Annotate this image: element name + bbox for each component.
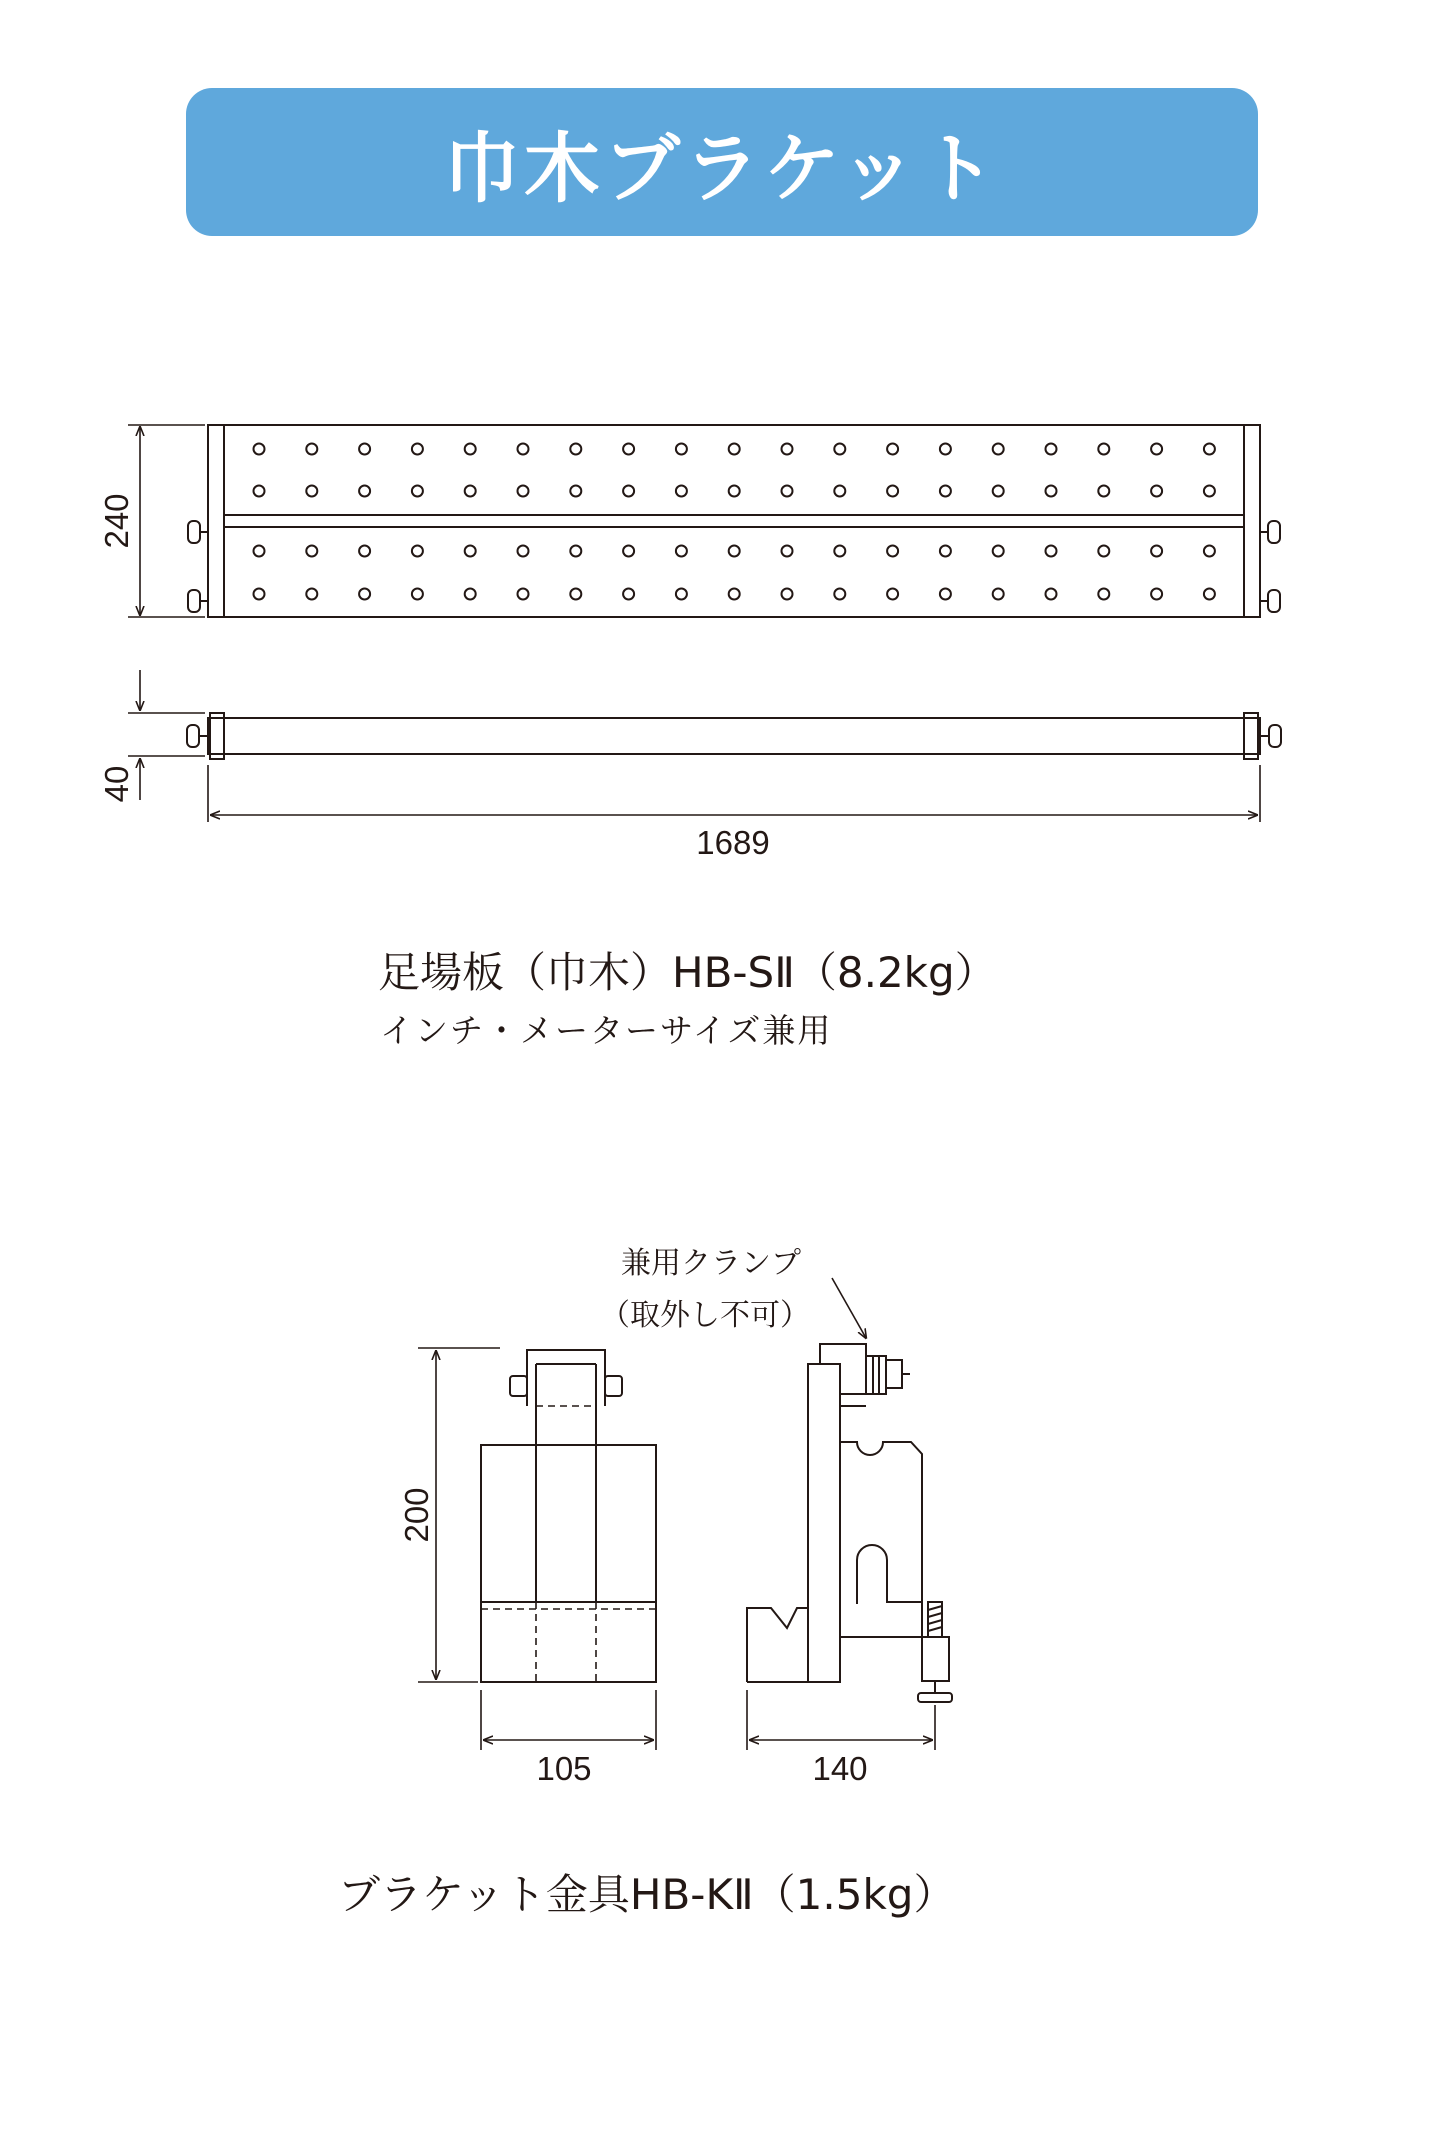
board-pin-left: [188, 521, 208, 612]
board-hole: [1204, 589, 1215, 600]
board-hole: [518, 444, 529, 455]
board-hole: [834, 444, 845, 455]
board-hole: [834, 546, 845, 557]
board-hole: [306, 589, 317, 600]
board-hole: [623, 444, 634, 455]
bracket-front-view: [481, 1350, 656, 1682]
board-hole: [306, 486, 317, 497]
board-hole: [1204, 444, 1215, 455]
board-hole: [729, 589, 740, 600]
board-hole: [993, 589, 1004, 600]
board-hole: [782, 486, 793, 497]
board-hole: [1046, 546, 1057, 557]
board-hole: [993, 444, 1004, 455]
board-hole: [518, 486, 529, 497]
board-hole: [782, 444, 793, 455]
board-hole: [359, 486, 370, 497]
bracket-front-width-dimension: [481, 1690, 656, 1750]
bracket-side-width-label: 140: [812, 1750, 868, 1787]
board-hole: [676, 589, 687, 600]
board-hole: [940, 546, 951, 557]
board-hole: [623, 546, 634, 557]
board-hole: [1046, 486, 1057, 497]
clamp-leader-line: [832, 1278, 866, 1338]
clamp-note-line1: 兼用クランプ: [621, 1246, 801, 1281]
board-hole: [940, 444, 951, 455]
board-hole: [1046, 589, 1057, 600]
board-hole: [676, 444, 687, 455]
page-title: 巾木ブラケット: [443, 123, 1001, 213]
board-hole: [465, 589, 476, 600]
board-hole: [834, 486, 845, 497]
board-hole: [359, 589, 370, 600]
board-hole: [254, 546, 265, 557]
clamp-note-line2: （取外し不可）: [600, 1298, 810, 1333]
board-length-dimension: [208, 765, 1260, 822]
board-hole: [1151, 546, 1162, 557]
board-length-label: 1689: [696, 824, 770, 861]
board-hole: [782, 589, 793, 600]
board-hole: [570, 546, 581, 557]
board-hole: [412, 444, 423, 455]
board-hole: [1098, 546, 1109, 557]
board-hole: [465, 444, 476, 455]
board-subcaption: インチ・メーターサイズ兼用: [380, 1011, 833, 1050]
bracket-front-width-label: 105: [536, 1750, 592, 1787]
board-hole: [1204, 486, 1215, 497]
board-hole: [676, 486, 687, 497]
board-hole: [412, 589, 423, 600]
board-hole: [676, 546, 687, 557]
board-hole: [518, 546, 529, 557]
board-height-label: 240: [98, 493, 135, 549]
board-hole: [887, 546, 898, 557]
board-hole: [570, 444, 581, 455]
board-hole: [782, 546, 793, 557]
board-hole: [623, 589, 634, 600]
board-hole: [729, 546, 740, 557]
board-hole: [306, 546, 317, 557]
board-hole: [359, 444, 370, 455]
board-hole: [570, 589, 581, 600]
board-hole: [729, 444, 740, 455]
board-hole: [465, 546, 476, 557]
board-hole: [993, 546, 1004, 557]
board-hole: [1098, 486, 1109, 497]
board-hole: [887, 486, 898, 497]
bracket-caption: ブラケット金具HB-KⅡ（1.5kg）: [338, 1870, 956, 1919]
bracket-height-label: 200: [398, 1487, 435, 1543]
board-hole: [359, 546, 370, 557]
board-hole: [1046, 444, 1057, 455]
board-hole: [570, 486, 581, 497]
board-hole: [940, 486, 951, 497]
board-top-view: [188, 425, 1280, 617]
board-hole: [518, 589, 529, 600]
board-hole: [254, 486, 265, 497]
board-hole: [623, 486, 634, 497]
board-hole: [1151, 486, 1162, 497]
board-pin-right: [1260, 521, 1280, 612]
board-hole: [1204, 546, 1215, 557]
board-thickness-dimension: [128, 670, 205, 800]
board-hole: [940, 589, 951, 600]
board-hole: [887, 589, 898, 600]
board-hole: [834, 589, 845, 600]
board-hole: [254, 444, 265, 455]
board-holes: [254, 444, 1215, 600]
board-hole: [254, 589, 265, 600]
board-side-view: [187, 713, 1281, 759]
board-hole: [1151, 444, 1162, 455]
bracket-side-view: [747, 1344, 952, 1702]
bracket-side-width-dimension: [747, 1690, 935, 1750]
board-hole: [729, 486, 740, 497]
board-hole: [993, 486, 1004, 497]
board-hole: [887, 444, 898, 455]
board-hole: [1098, 589, 1109, 600]
board-hole: [412, 546, 423, 557]
board-hole: [465, 486, 476, 497]
board-hole: [412, 486, 423, 497]
board-hole: [1098, 444, 1109, 455]
board-hole: [1151, 589, 1162, 600]
board-hole: [306, 444, 317, 455]
board-caption: 足場板（巾木）HB-SⅡ（8.2kg）: [378, 948, 997, 997]
board-thickness-label: 40: [98, 765, 135, 803]
